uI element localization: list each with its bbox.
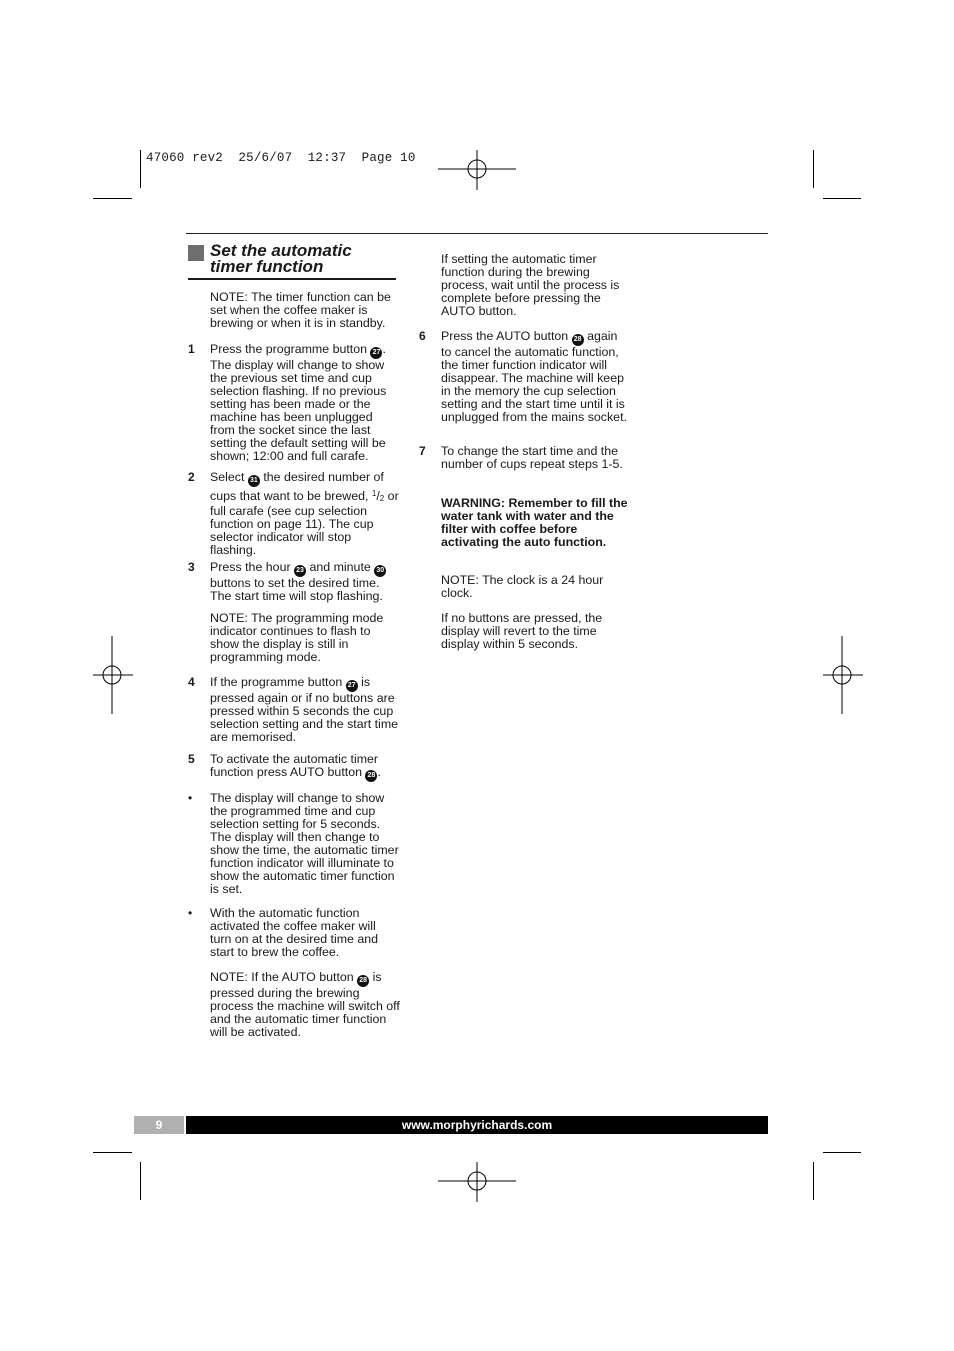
crop-mark — [93, 198, 132, 199]
ref-31-icon: 31 — [248, 475, 260, 487]
page-title: Set the automatic timer function — [210, 241, 352, 276]
registration-mark-icon — [438, 1162, 516, 1202]
auto-note: NOTE: If the AUTO button 28 is pressed during the brewing process the machine will switch off and the automatic timer function will be activated. — [210, 970, 400, 1039]
registration-mark-icon — [438, 150, 516, 190]
registration-mark-icon — [93, 636, 133, 714]
crop-mark — [813, 150, 814, 188]
ref-27-icon: 27 — [370, 347, 382, 359]
footer-url[interactable]: www.morphyrichards.com — [186, 1116, 768, 1134]
title-square-icon — [188, 245, 204, 261]
page-number: 9 — [134, 1116, 184, 1134]
registration-mark-icon — [823, 636, 863, 714]
top-rule — [186, 233, 768, 234]
ref-23-icon: 23 — [294, 565, 306, 577]
crop-mark — [813, 1162, 814, 1200]
crop-mark — [140, 150, 141, 188]
ref-27-icon: 27 — [346, 680, 358, 692]
ref-30-icon: 30 — [374, 565, 386, 577]
title-underline — [188, 278, 396, 280]
crop-mark — [93, 1152, 132, 1153]
printer-slug: 47060 rev2 25/6/07 12:37 Page 10 — [146, 151, 416, 165]
step-3-note: NOTE: The programming mode indicator continues to flash to show the display is still in programming mode. — [210, 611, 384, 664]
crop-mark — [140, 1162, 141, 1200]
ref-28-icon: 28 — [572, 334, 584, 346]
ref-28-icon: 28 — [365, 770, 377, 782]
ref-28-icon: 28 — [357, 975, 369, 987]
crop-mark — [823, 1152, 861, 1153]
crop-mark — [823, 198, 861, 199]
